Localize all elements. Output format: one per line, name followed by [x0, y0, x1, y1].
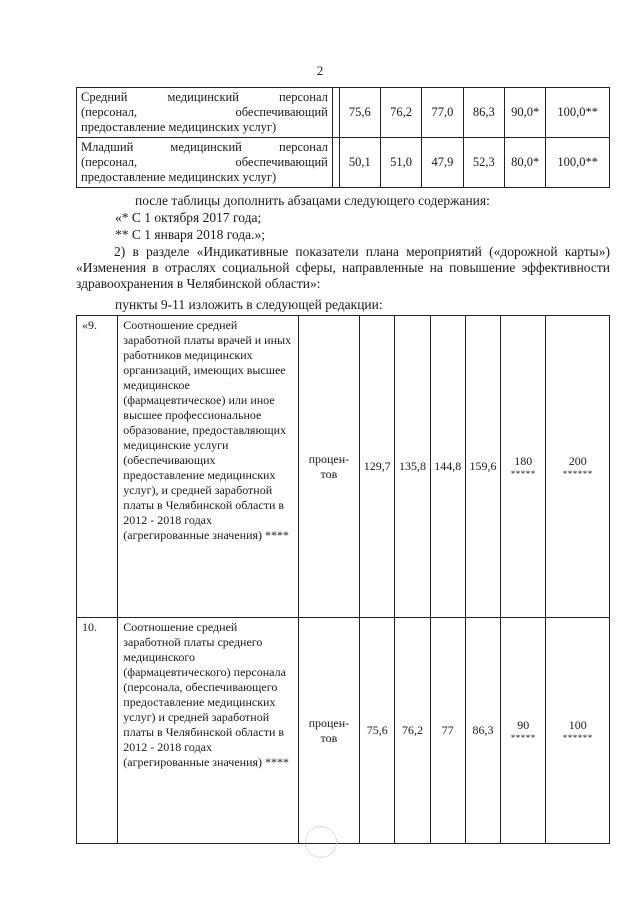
table-row [77, 88, 610, 138]
value-cell: 180 ***** [501, 316, 546, 618]
page-number: 2 [316, 63, 324, 78]
value-cell: 80,0* [504, 138, 545, 188]
value-cell: 47,9 [422, 138, 463, 188]
table-row [77, 138, 610, 188]
row-label: Средний медицинский персонал (персонал, обеспечивающий предоставление медицинских услуг) [77, 88, 333, 138]
value-cell: 144,8 [430, 316, 465, 618]
value-cell: 135,8 [395, 316, 430, 618]
value-cell: 90,0* [504, 88, 545, 138]
value-cell: 86,3 [465, 618, 500, 844]
row-label: Младший медицинский персонал (персонал, обеспечивающий предоставление медицинских услуг) [77, 138, 333, 188]
value-cell: 200 ****** [546, 316, 610, 618]
value-cell: 90 ***** [501, 618, 546, 844]
value-cell: 100,0** [546, 138, 610, 188]
indicator-description: Соотношение средней заработной платы среднего медицинского (фармацевтического) персонала (персонала, обеспечивающего предоставление медицинских услуг) и средней заработной платы в Челябинской области в 2012 - 2018 годах (агрегированные значения) **** [118, 618, 298, 844]
row-number: «9. [77, 316, 118, 618]
staff-salary-table [76, 87, 610, 188]
value-cell: 86,3 [463, 88, 504, 138]
unit-cell: процен- тов [298, 316, 359, 618]
value-cell: 76,2 [380, 88, 421, 138]
value-cell: 75,6 [360, 618, 395, 844]
value-cell: 52,3 [463, 138, 504, 188]
table-row [77, 618, 610, 844]
item-2-text: 2) в разделе «Индикативные показатели плана мероприятий («дорожной карты») «Изменения в отраслях социальной сферы, направленные на повышение эффективности здравоохранения в Челябинской области»: [76, 244, 610, 291]
value-cell: 100 ****** [546, 618, 610, 844]
footnote-2: ** С 1 января 2018 года.»; [115, 227, 266, 242]
faint-stamp-mark [305, 826, 337, 858]
value-cell: 77,0 [422, 88, 463, 138]
value-cell: 159,6 [465, 316, 500, 618]
value-cell: 51,0 [380, 138, 421, 188]
value-cell: 77 [430, 618, 465, 844]
unit-cell: процен- тов [298, 618, 359, 844]
indicator-description: Соотношение средней заработной платы врачей и иных работников медицинских организаций, имеющих высшее медицинское (фармацевтическое) или иное высшее профессиональное образование, предоставляющих медицинские услуги (обеспечивающих предоставление медицинских услуг), и средней заработной платы в Челябинской области в 2012 - 2018 годах (агрегированные значения) **** [118, 316, 298, 618]
indicators-table [76, 315, 610, 844]
after-table-text: после таблицы дополнить абзацами следующего содержания: [135, 193, 490, 208]
footnote-1: «* С 1 октября 2017 года; [115, 210, 262, 225]
value-cell: 50,1 [339, 138, 380, 188]
points-text: пункты 9-11 изложить в следующей редакции: [115, 297, 383, 312]
table-row [77, 316, 610, 618]
value-cell: 100,0** [546, 88, 610, 138]
row-number: 10. [77, 618, 118, 844]
value-cell: 75,6 [339, 88, 380, 138]
value-cell: 129,7 [360, 316, 395, 618]
value-cell: 76,2 [395, 618, 430, 844]
